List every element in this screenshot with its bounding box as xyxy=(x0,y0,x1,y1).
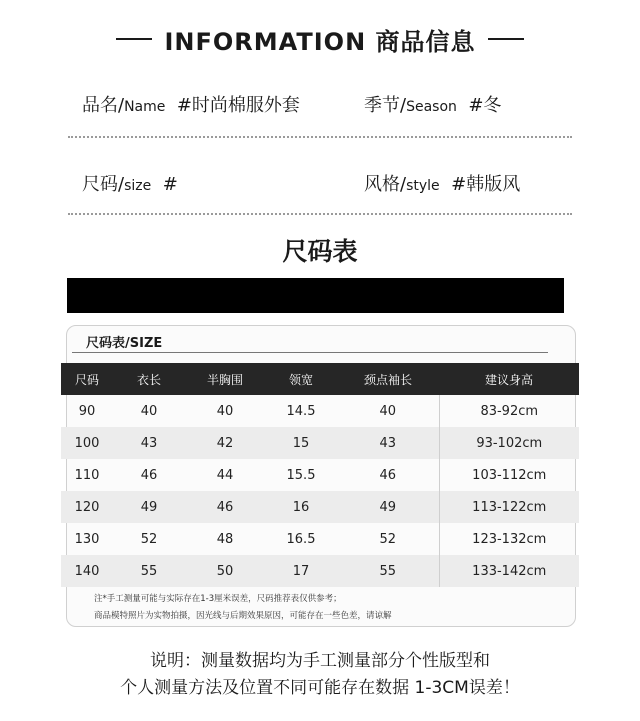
table-cell: 14.5 xyxy=(286,403,316,419)
header-left-line xyxy=(116,38,152,40)
table-row xyxy=(61,523,579,555)
table-row xyxy=(61,459,579,491)
page-header xyxy=(0,22,640,56)
table-cell: 44 xyxy=(216,467,234,483)
size-chart-card-label: 尺码表/SIZE xyxy=(86,336,163,351)
table-cell: 46 xyxy=(140,467,158,483)
table-cell: 43 xyxy=(337,427,439,459)
table-cell: 50 xyxy=(185,555,265,587)
table-cell: 83-92cm xyxy=(439,395,579,427)
header-right-line xyxy=(488,38,524,40)
dotted-divider xyxy=(68,213,572,215)
table-cell: 55 xyxy=(113,555,185,587)
table-cell: 110 xyxy=(74,467,100,483)
table-cell: 42 xyxy=(185,427,265,459)
table-cell: 49 xyxy=(337,491,439,523)
table-cell: 140 xyxy=(61,555,113,587)
info-name xyxy=(82,91,300,117)
table-cell: 48 xyxy=(216,531,234,547)
header-cell: 领宽 xyxy=(265,363,337,395)
table-row xyxy=(61,555,579,587)
table-cell: 123-132cm xyxy=(439,523,579,555)
table-row xyxy=(61,395,579,427)
size-chart-title: 尺码表 xyxy=(282,237,358,266)
color-note: 商品模特照片为实物拍摄，因光线与后期效果原因，可能存在一些色差，请谅解 xyxy=(94,611,392,621)
table-cell: 55 xyxy=(337,555,439,587)
table-cell: 40 xyxy=(216,403,234,419)
size-label: 尺码/ xyxy=(82,174,125,195)
measurement-note: 注*手工测量可能与实际存在1-3厘米误差，尺码推荐表仅供参考； xyxy=(94,594,342,604)
table-cell: 16 xyxy=(265,491,337,523)
table-cell: 133-142cm xyxy=(439,555,579,587)
card-label-underline xyxy=(72,352,548,353)
season-value: #冬 xyxy=(468,95,502,116)
table-cell: 130 xyxy=(74,531,100,547)
info-style xyxy=(364,170,520,196)
style-value: #韩版风 xyxy=(451,174,521,195)
style-label-en: style xyxy=(406,178,440,194)
table-cell: 52 xyxy=(379,531,397,547)
table-cell: 40 xyxy=(379,403,397,419)
page-title: INFORMATION 商品信息 xyxy=(164,27,476,56)
table-cell: 100 xyxy=(61,427,113,459)
table-cell: 15 xyxy=(265,427,337,459)
table-cell: 17 xyxy=(265,555,337,587)
table-cell: 120 xyxy=(61,491,113,523)
table-cell: 90 xyxy=(78,403,96,419)
header-cell: 颈点袖长 xyxy=(337,363,439,395)
header-cell: 建议身高 xyxy=(439,363,579,395)
header-cell: 衣长 xyxy=(113,363,185,395)
table-cell: 16.5 xyxy=(286,531,316,547)
header-cell: 半胸围 xyxy=(185,363,265,395)
table-cell: 103-112cm xyxy=(439,459,579,491)
black-banner xyxy=(67,278,564,313)
dotted-divider xyxy=(68,136,572,138)
table-cell: 46 xyxy=(185,491,265,523)
style-label: 风格/ xyxy=(364,174,407,195)
size-label-en: size xyxy=(124,178,152,194)
size-table xyxy=(61,363,579,587)
table-cell: 46 xyxy=(379,467,397,483)
table-cell: 93-102cm xyxy=(439,427,579,459)
name-value: #时尚棉服外套 xyxy=(176,95,300,116)
info-season xyxy=(364,91,501,117)
name-label-en: Name xyxy=(124,99,166,115)
explanation-line-2: 个人测量方法及位置不同可能存在数据 1-3CM误差！ xyxy=(120,678,520,698)
name-label: 品名/ xyxy=(82,95,125,116)
season-label-en: Season xyxy=(406,99,457,115)
info-size xyxy=(82,170,178,196)
season-label: 季节/ xyxy=(364,95,407,116)
size-value: # xyxy=(162,174,178,195)
header-cell: 尺码 xyxy=(61,363,113,395)
table-cell: 40 xyxy=(140,403,158,419)
table-cell: 49 xyxy=(113,491,185,523)
table-row xyxy=(61,427,579,459)
explanation-line-1: 说明：测量数据均为手工测量部分个性版型和 xyxy=(150,651,490,671)
table-header-row xyxy=(61,363,579,395)
table-cell: 52 xyxy=(140,531,158,547)
table-cell: 113-122cm xyxy=(439,491,579,523)
table-row xyxy=(61,491,579,523)
table-cell: 43 xyxy=(113,427,185,459)
table-cell: 15.5 xyxy=(286,467,316,483)
